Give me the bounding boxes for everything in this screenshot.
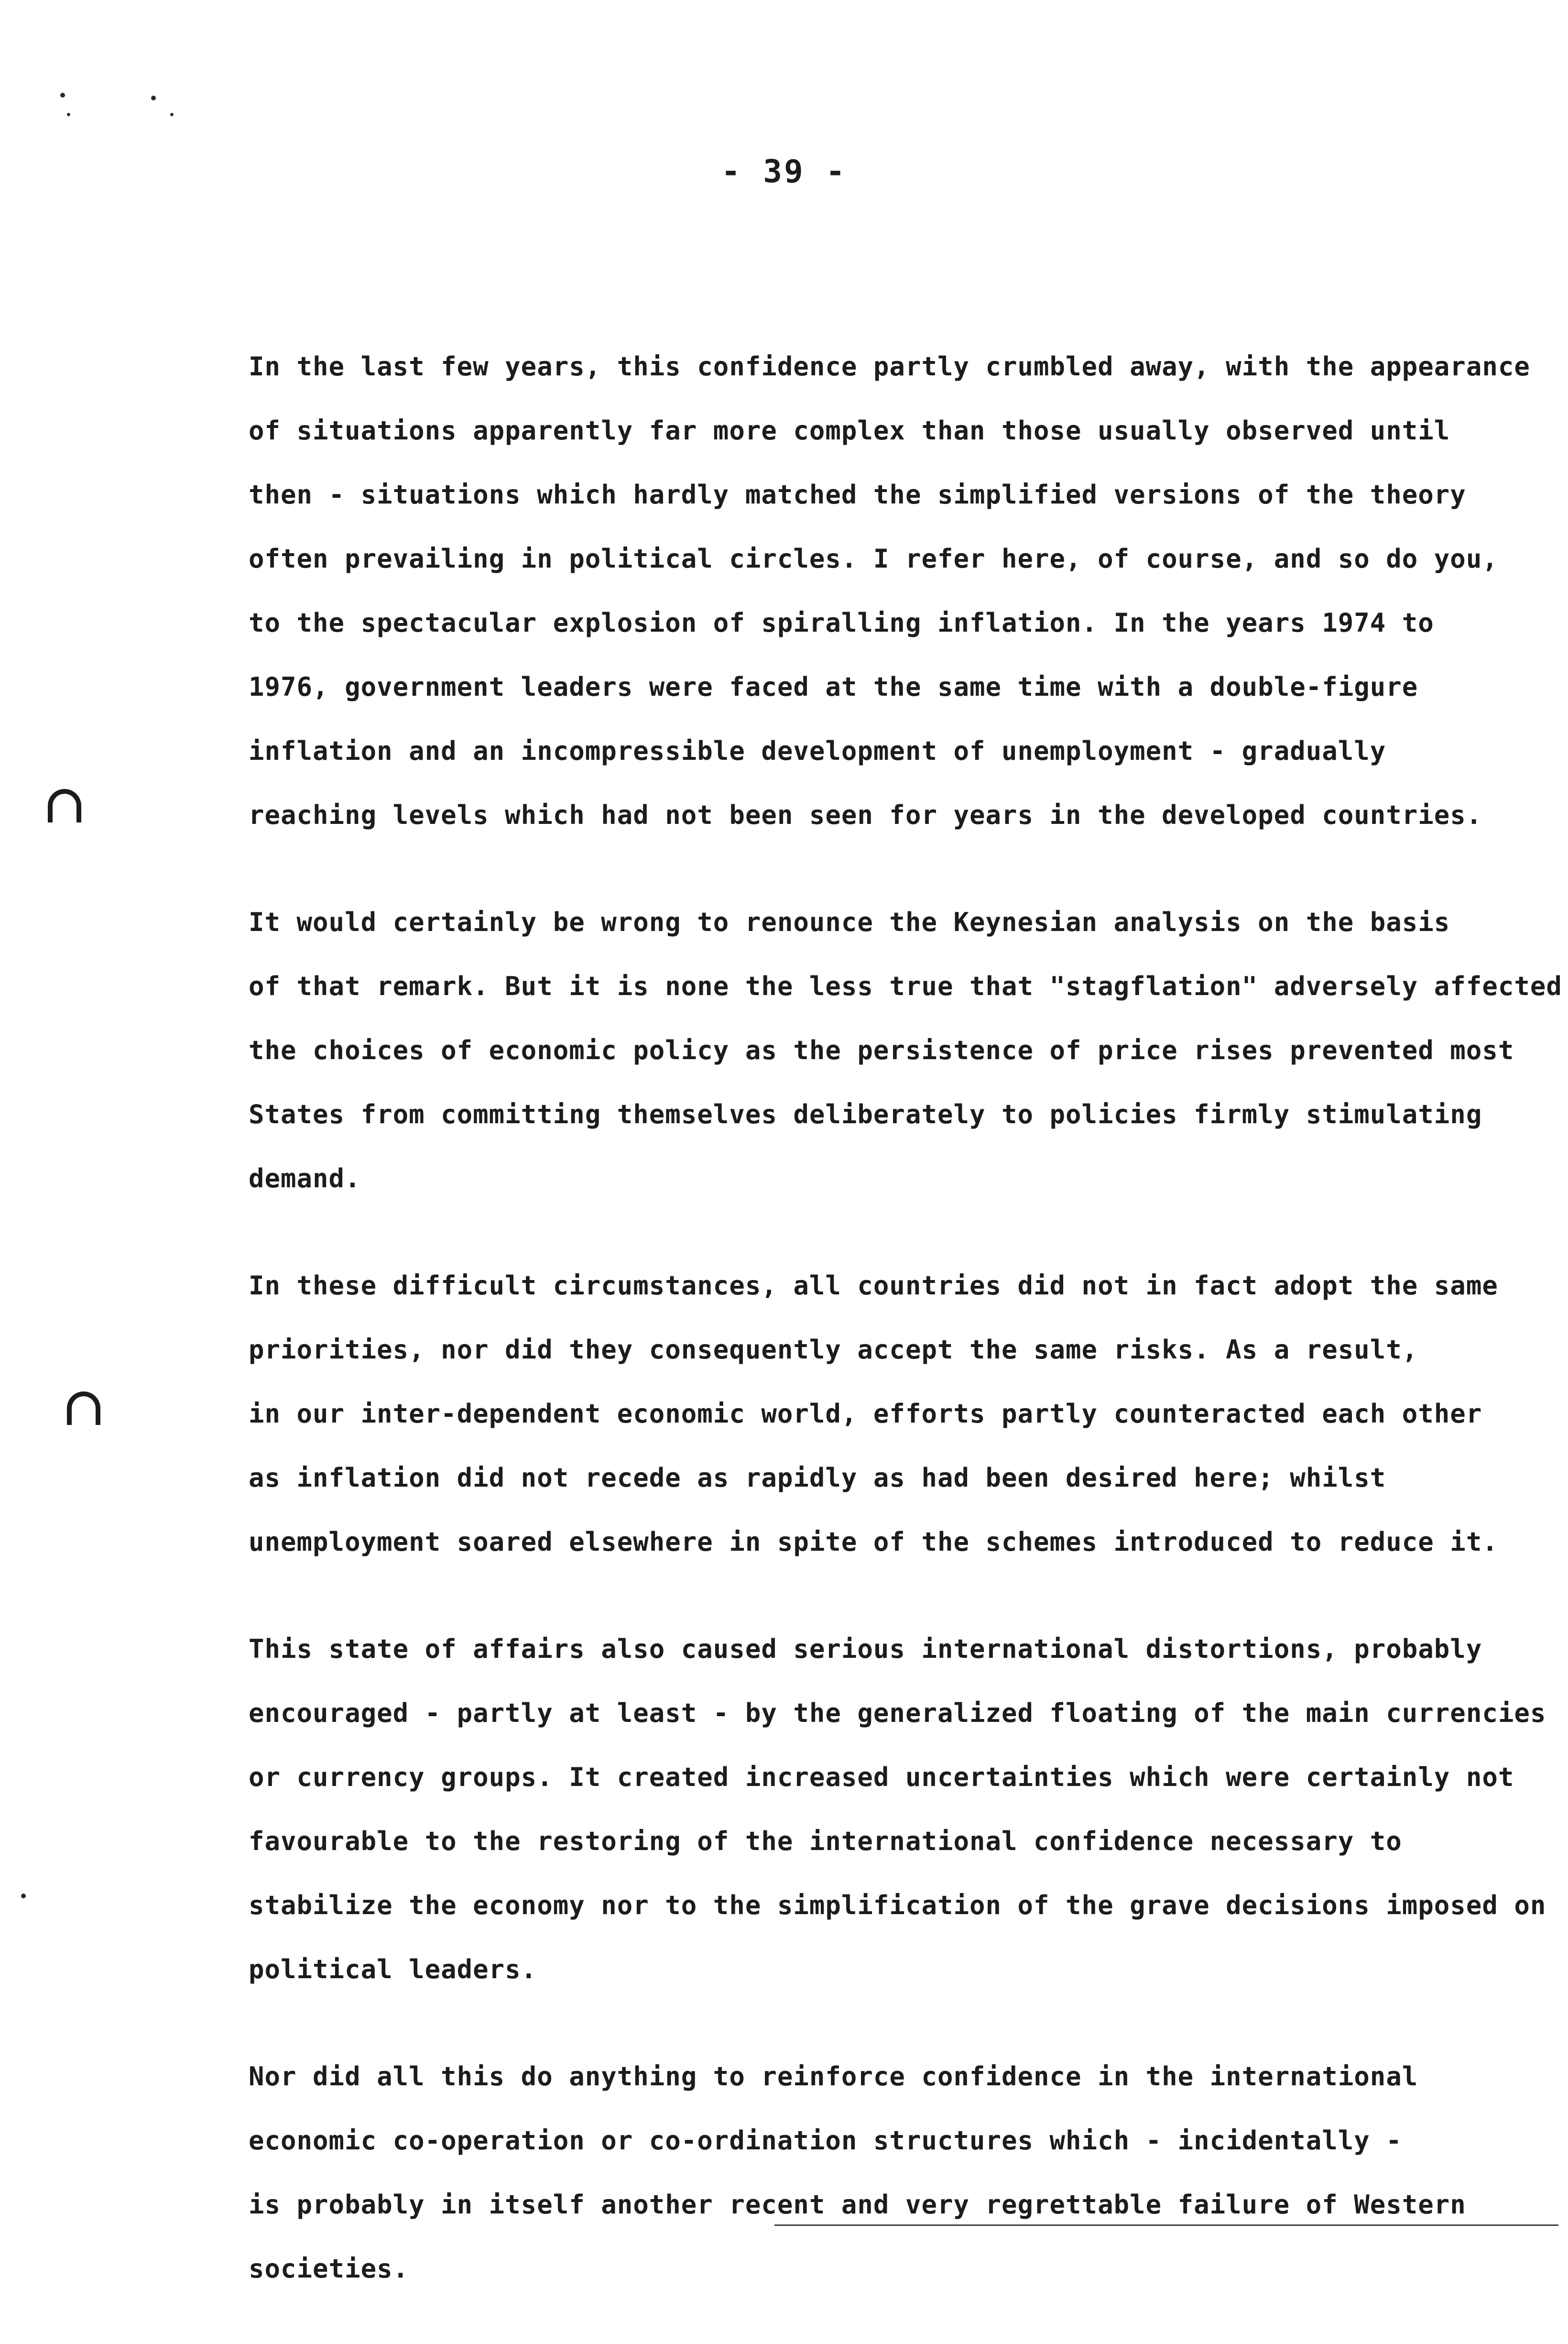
scan-speck bbox=[21, 1894, 26, 1898]
text-line: societies. bbox=[249, 2254, 409, 2284]
text-line: or currency groups. It created increased uncertainties which were certainly not bbox=[249, 1762, 1514, 1792]
paragraph bbox=[249, 2045, 1549, 2301]
paragraph bbox=[249, 1617, 1549, 2002]
text-line: as inflation did not recede as rapidly as had been desired here; whilst bbox=[249, 1463, 1386, 1493]
scan-speck bbox=[170, 113, 174, 116]
text-line: political leaders. bbox=[249, 1954, 537, 1984]
text-line: of that remark. But it is none the less true that "stagflation" adversely affected bbox=[249, 971, 1562, 1001]
scan-speck bbox=[60, 93, 65, 98]
scan-speck bbox=[151, 96, 156, 100]
text-line: is probably in itself another recent and very regrettable failure of Western bbox=[249, 2190, 1466, 2220]
text-line: unemployment soared elsewhere in spite of the schemes introduced to reduce it. bbox=[249, 1527, 1498, 1557]
text-line: of situations apparently far more complex than those usually observed until bbox=[249, 416, 1450, 446]
document-body bbox=[249, 335, 1562, 2344]
paragraph bbox=[249, 890, 1562, 1211]
text-line: 1976, government leaders were faced at the same time with a double-figure bbox=[249, 672, 1418, 702]
text-line: In these difficult circumstances, all countries did not in fact adopt the same bbox=[249, 1271, 1498, 1301]
text-line: inflation and an incompressible development of unemployment - gradually bbox=[249, 736, 1386, 766]
punch-mark-icon bbox=[48, 789, 81, 822]
text-line: stabilize the economy nor to the simplification of the grave decisions imposed on bbox=[249, 1890, 1546, 1920]
text-line: encouraged - partly at least - by the generalized floating of the main currencies bbox=[249, 1698, 1546, 1728]
scan-speck bbox=[67, 113, 70, 116]
bottom-edge-rule bbox=[774, 2224, 1558, 2226]
text-line: States from committing themselves deliberately to policies firmly stimulating bbox=[249, 1099, 1482, 1129]
text-line: demand. bbox=[249, 1163, 361, 1194]
text-line: It would certainly be wrong to renounce the Keynesian analysis on the basis bbox=[249, 907, 1450, 937]
text-line: reaching levels which had not been seen for years in the developed countries. bbox=[249, 800, 1482, 830]
text-line: in our inter-dependent economic world, efforts partly counteracted each other bbox=[249, 1399, 1482, 1429]
text-line: often prevailing in political circles. I refer here, of course, and so do you, bbox=[249, 544, 1498, 574]
text-line: economic co-operation or co-ordination structures which - incidentally - bbox=[249, 2125, 1402, 2156]
text-line: In the last few years, this confidence partly crumbled away, with the appearance bbox=[249, 351, 1530, 382]
text-line: priorities, nor did they consequently accept the same risks. As a result, bbox=[249, 1335, 1418, 1365]
text-line: then - situations which hardly matched the simplified versions of the theory bbox=[249, 480, 1466, 510]
page-number: - 39 - bbox=[721, 153, 847, 190]
paragraph bbox=[249, 335, 1549, 847]
text-line: This state of affairs also caused serious international distortions, probably bbox=[249, 1634, 1482, 1664]
punch-mark-icon bbox=[67, 1391, 100, 1425]
text-line: the choices of economic policy as the persistence of price rises prevented most bbox=[249, 1035, 1514, 1065]
text-line: favourable to the restoring of the international confidence necessary to bbox=[249, 1826, 1402, 1856]
paragraph bbox=[249, 1254, 1549, 1574]
text-line: Nor did all this do anything to reinforce confidence in the international bbox=[249, 2061, 1418, 2092]
text-line: to the spectacular explosion of spiralling inflation. In the years 1974 to bbox=[249, 608, 1434, 638]
